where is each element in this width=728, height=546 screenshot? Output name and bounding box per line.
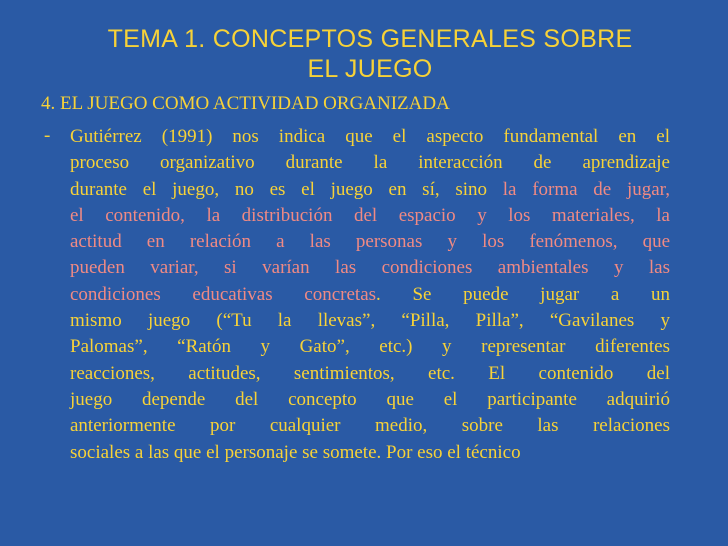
body-line xyxy=(70,203,670,229)
body-line xyxy=(70,150,670,176)
body-line xyxy=(70,177,670,203)
body-line xyxy=(70,361,670,387)
body-line xyxy=(70,229,670,255)
body-text: . Se puede jugar a un xyxy=(376,283,671,305)
body-text: Palomas”, “Ratón y Gato”, etc.) y representar diferentes xyxy=(70,336,670,358)
body-text: proceso organizativo durante la interacción de aprendizaje xyxy=(70,152,670,174)
body-text: anteriormente por cualquier medio, sobre las relaciones xyxy=(70,415,670,437)
body-line xyxy=(70,282,670,308)
body-text: sociales a las que el personaje se somete. Por eso el técnico xyxy=(70,441,521,463)
body-line xyxy=(70,440,670,466)
body-paragraph xyxy=(70,124,670,466)
body-text: reacciones, actitudes, sentimientos, etc. El contenido del xyxy=(70,362,670,384)
body-text: durante el juego, no es el juego en sí, sino xyxy=(70,178,503,200)
section-heading: 4. EL JUEGO COMO ACTIVIDAD ORGANIZADA xyxy=(41,93,450,114)
body-line xyxy=(70,255,670,281)
highlighted-text: la forma de jugar, xyxy=(502,178,670,200)
body-line xyxy=(70,413,670,439)
bullet-marker: - xyxy=(44,125,51,146)
body-line xyxy=(70,124,670,150)
highlighted-text: pueden variar, si varían las condiciones ambientales y las xyxy=(70,257,670,279)
title-line-1: TEMA 1. CONCEPTOS GENERALES SOBRE xyxy=(107,25,633,53)
highlighted-text: condiciones educativas concretas xyxy=(70,283,377,305)
slide-title xyxy=(40,24,700,84)
highlighted-text: actitud en relación a las personas y los fenómenos, que xyxy=(70,231,670,253)
body-line xyxy=(70,308,670,334)
body-text: Gutiérrez (1991) nos indica que el aspecto fundamental en el xyxy=(70,126,670,147)
body-line xyxy=(70,334,670,360)
body-line xyxy=(70,387,670,413)
body-text: mismo juego (“Tu la llevas”, “Pilla, Pilla”, “Gavilanes y xyxy=(70,310,670,332)
title-line-2: EL JUEGO xyxy=(307,55,433,83)
body-text: juego depende del concepto que el participante adquirió xyxy=(70,388,670,410)
highlighted-text: el contenido, la distribución del espacio y los materiales, la xyxy=(70,204,670,226)
